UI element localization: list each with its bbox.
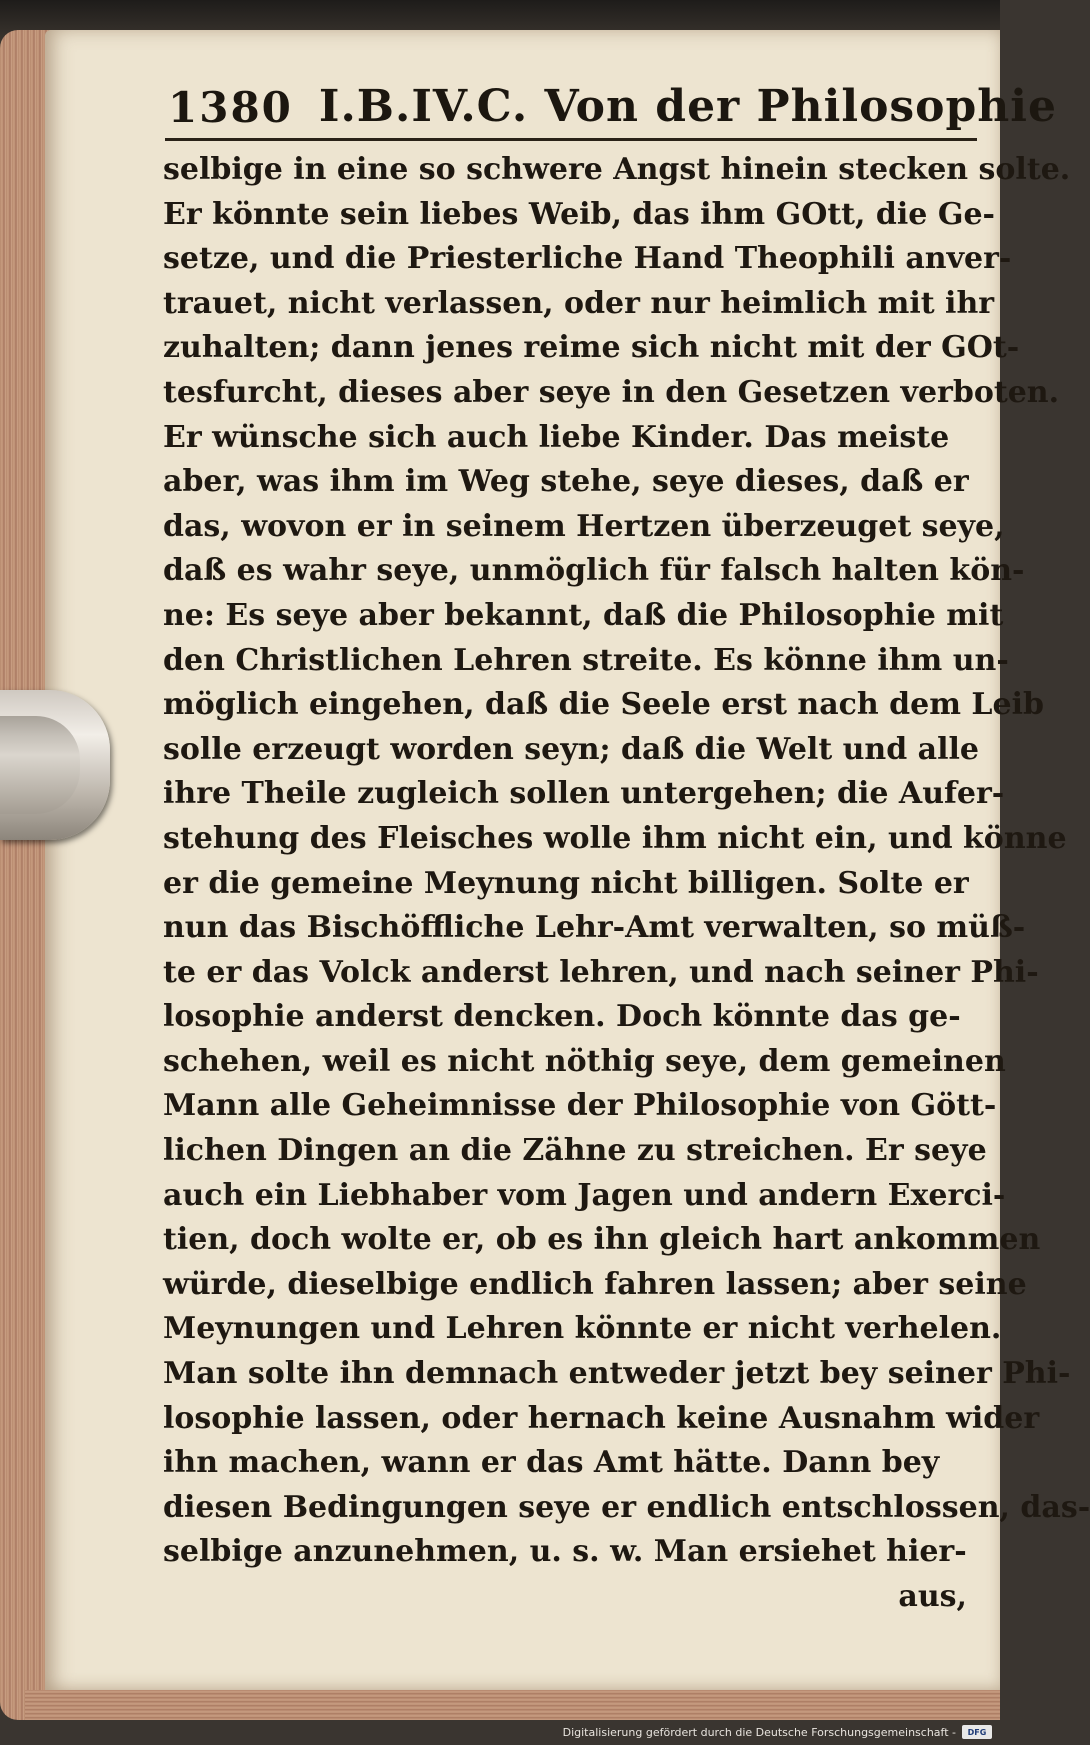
book-clasp-highlight	[0, 716, 80, 814]
footer-credit-text: Digitalisierung gefördert durch die Deutsche Forschungsgemeinschaft -	[562, 1725, 956, 1739]
text-line: te er das Volck anderst lehren, und nach seiner Phi-	[163, 954, 1039, 990]
text-line: ihn machen, wann er das Amt hätte. Dann bey	[163, 1445, 940, 1481]
text-line: würde, dieselbige endlich fahren lassen; aber seine	[163, 1266, 1027, 1302]
text-line: ne: Es seye aber bekannt, daß die Philosophie mit	[163, 597, 1004, 633]
text-line: er die gemeine Meynung nicht billigen. Solte er	[163, 865, 969, 901]
text-line: das, wovon er in seinem Hertzen überzeuget seye,	[163, 508, 1005, 544]
text-line: nun das Bischöffliche Lehr-Amt verwalten, so müß-	[163, 910, 1026, 946]
text-line: stehung des Fleisches wolle ihm nicht ein, und könne	[163, 820, 1067, 856]
text-line: solle erzeugt worden seyn; daß die Welt und alle	[163, 731, 979, 767]
page-number: 1380	[168, 83, 293, 132]
text-line: schehen, weil es nicht nöthig seye, dem gemeinen	[163, 1043, 1006, 1079]
text-line: zuhalten; dann jenes reime sich nicht mit der GOt-	[163, 330, 1020, 366]
catchword: aus,	[898, 1579, 967, 1614]
text-line: ihre Theile zugleich sollen untergehen; die Aufer-	[163, 776, 1005, 812]
text-line: Er könnte sein liebes Weib, das ihm GOtt, die Ge-	[163, 196, 995, 232]
text-line: daß es wahr seye, unmöglich für falsch halten kön-	[163, 553, 1025, 589]
text-line: auch ein Liebhaber vom Jagen und andern Exerci-	[163, 1177, 1006, 1213]
text-line: möglich eingehen, daß die Seele erst nach dem Leib	[163, 687, 1044, 723]
text-line: tesfurcht, dieses aber seye in den Gesetzen verboten.	[163, 374, 1060, 410]
running-head: I.B.IV.C. Von der Philosophie	[318, 81, 1057, 132]
text-line: diesen Bedingungen seye er endlich entschlossen, das-	[163, 1489, 1090, 1525]
text-line: lichen Dingen an die Zähne zu streichen. Er seye	[163, 1133, 987, 1169]
text-line: losophie anderst dencken. Doch könnte das ge-	[163, 999, 961, 1035]
text-line: Er wünsche sich auch liebe Kinder. Das meiste	[163, 419, 950, 455]
text-line: Man solte ihn demnach entweder jetzt bey seiner Phi-	[163, 1356, 1071, 1392]
bottom-page-edge	[25, 1690, 1000, 1720]
text-line: selbige in eine so schwere Angst hinein stecken solte.	[163, 152, 1071, 187]
text-line: selbige anzunehmen, u. s. w. Man ersiehet hier-	[163, 1534, 967, 1570]
header-rule	[165, 138, 977, 141]
text-line: Meynungen und Lehren könnte er nicht verhelen.	[163, 1311, 1002, 1347]
body-text	[163, 148, 1090, 1620]
text-line: setze, und die Priesterliche Hand Theophili anver-	[163, 241, 1012, 277]
dfg-logo: DFG	[962, 1725, 992, 1739]
text-line: trauet, nicht verlassen, oder nur heimlich mit ihr	[163, 285, 995, 321]
text-line: tien, doch wolte er, ob es ihn gleich hart ankommen	[163, 1222, 1041, 1258]
text-line: den Christlichen Lehren streite. Es könne ihm un-	[163, 642, 1009, 678]
text-line: Mann alle Geheimnisse der Philosophie von Gött-	[163, 1088, 997, 1124]
text-line: losophie lassen, oder hernach keine Ausnahm wider	[163, 1400, 1040, 1436]
text-line: aber, was ihm im Weg stehe, seye dieses, daß er	[163, 464, 969, 500]
footer-credit	[563, 1723, 992, 1741]
page-header	[168, 72, 1057, 132]
